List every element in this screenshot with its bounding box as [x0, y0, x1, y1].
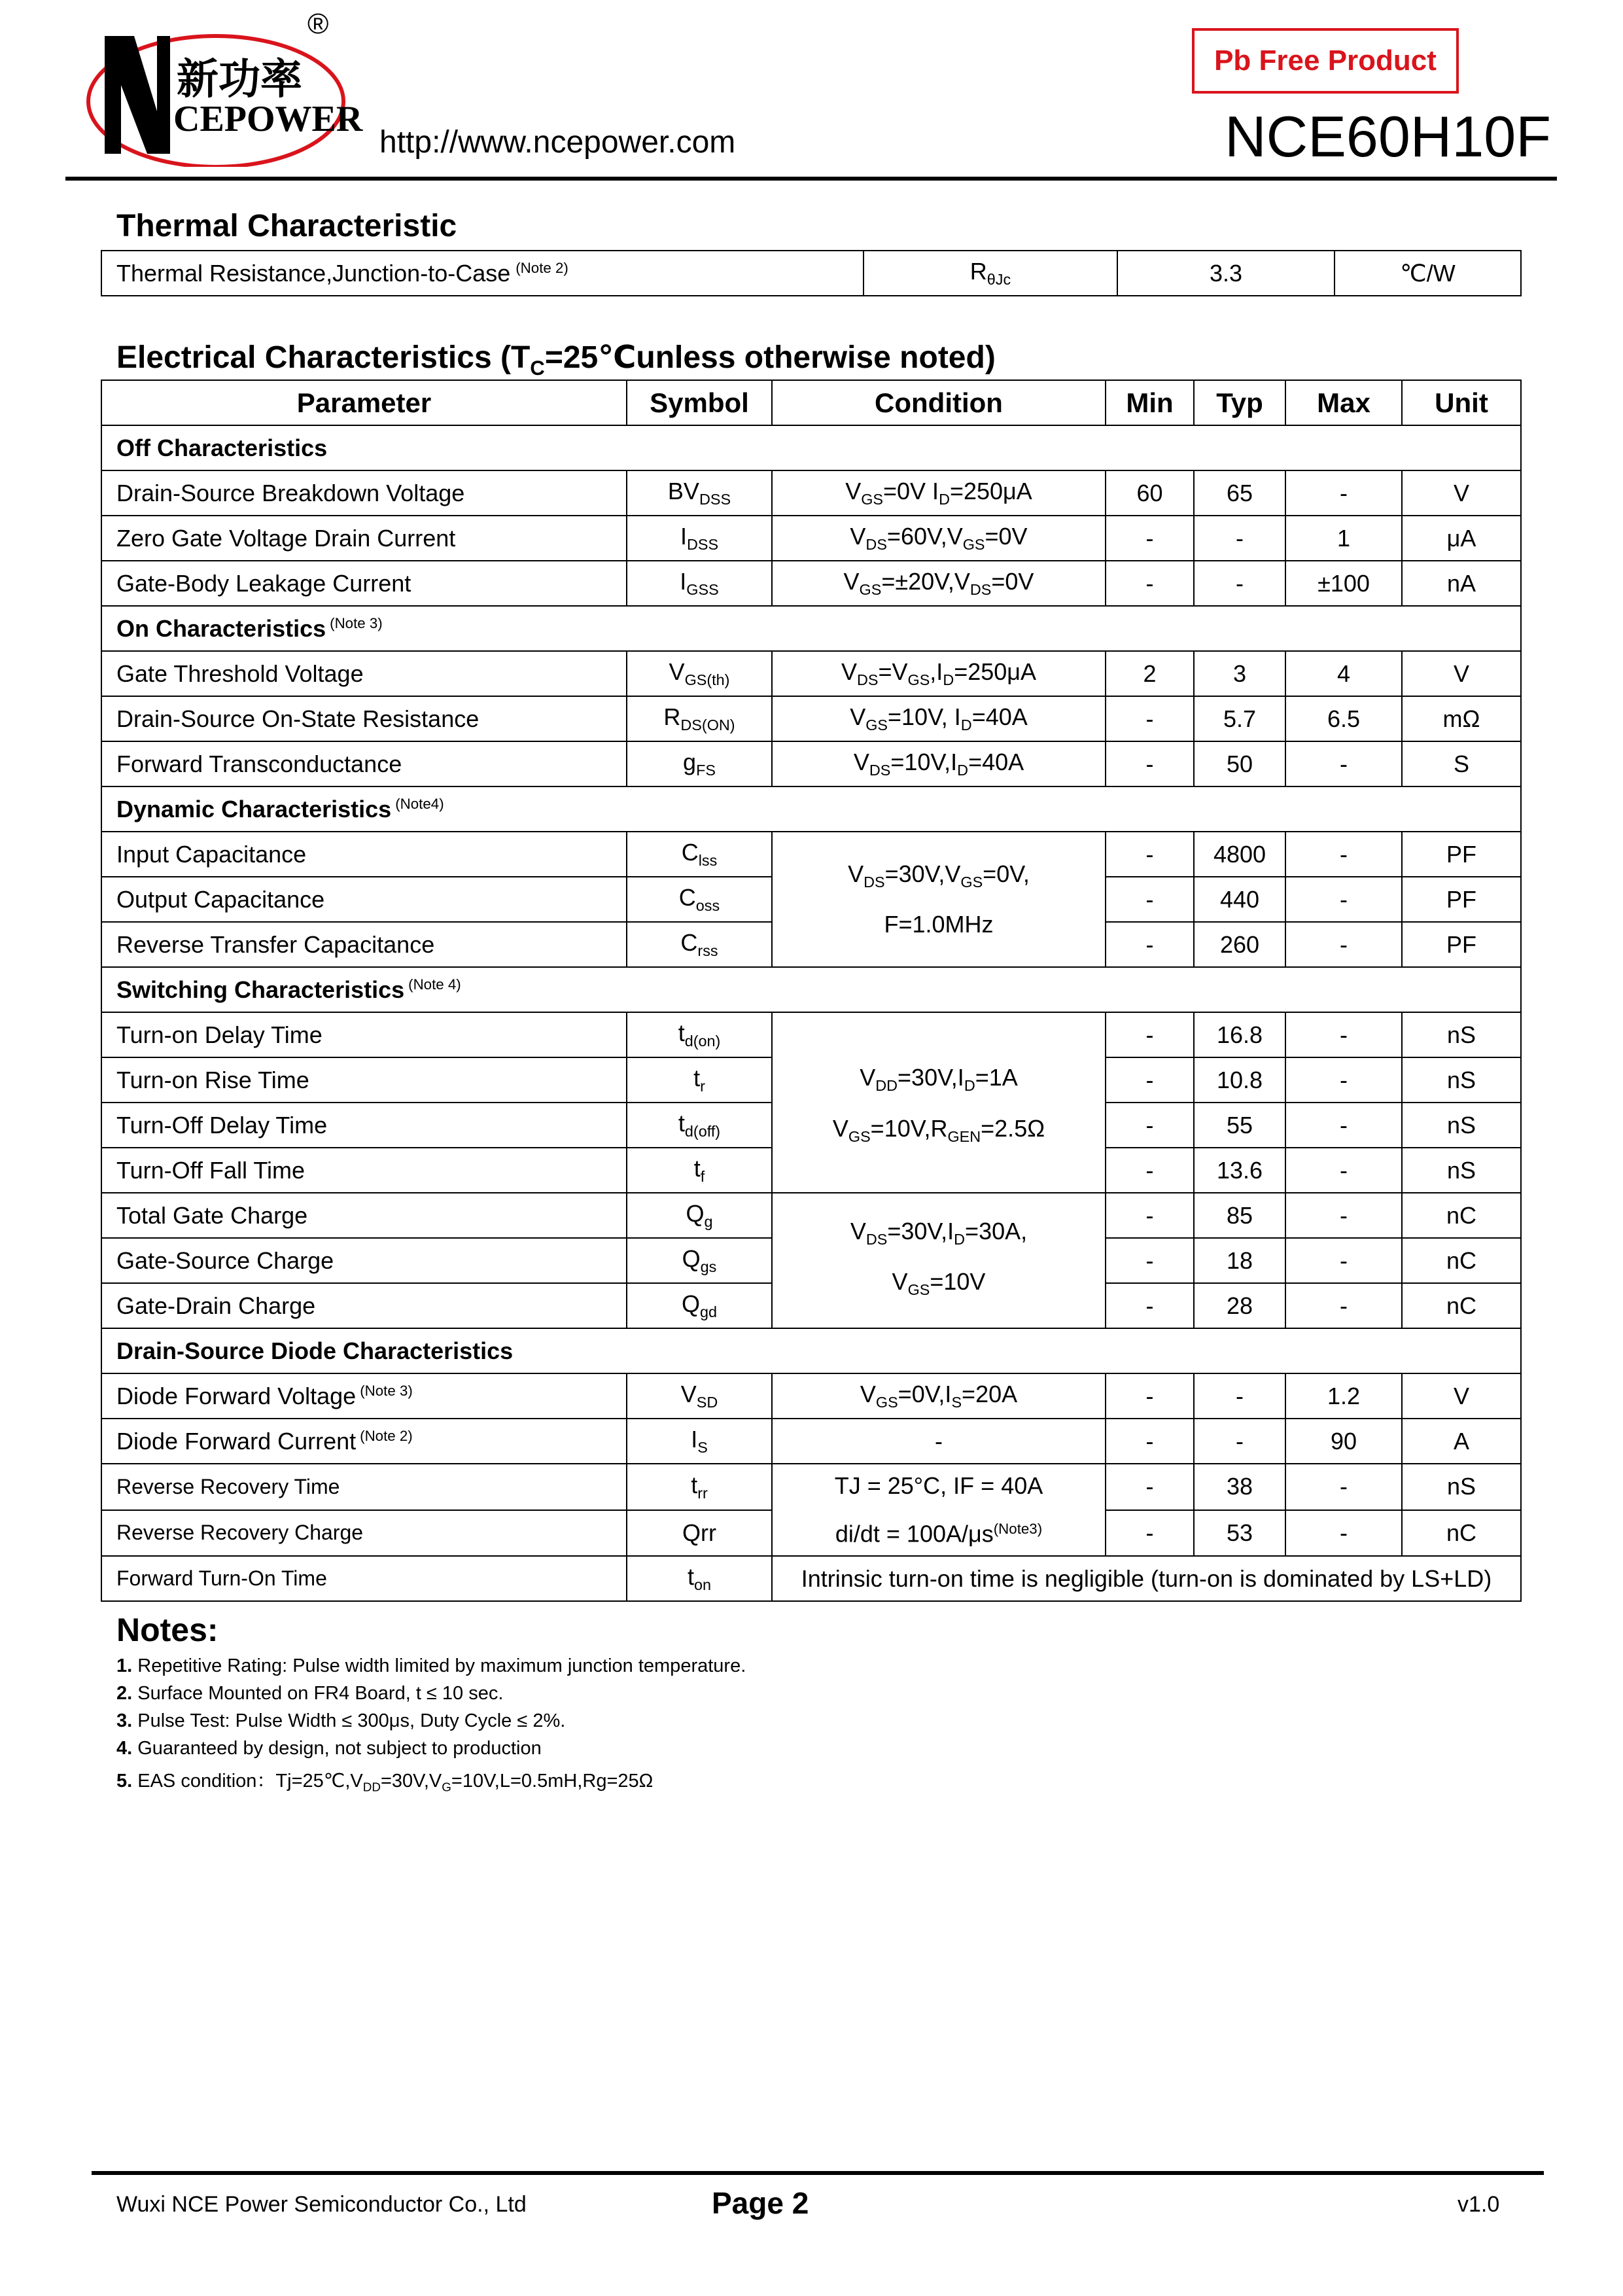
unit-cell: PF — [1402, 922, 1521, 967]
typ-cell: 5.7 — [1194, 696, 1285, 741]
symbol-cell: $Q_g$ — [627, 1193, 772, 1238]
table-row — [101, 1373, 1521, 1419]
symbol-cell: $BV_{DSS}$ — [627, 470, 772, 516]
typ-cell: - — [1194, 1373, 1285, 1419]
section-title: On Characteristics $^{(Note 3)}$ — [101, 606, 1521, 651]
section-title: Off Characteristics — [101, 425, 1521, 470]
condition-cell: Intrinsic turn-on time is negligible (turn-on is dominated by LS+LD) — [772, 1556, 1521, 1601]
param-cell: Turn-Off Fall Time — [101, 1148, 627, 1193]
min-cell: 60 — [1106, 470, 1194, 516]
condition-cell: $V_{DS}=30V,V_{GS}=0V$, F=1.0MHz — [772, 832, 1106, 967]
table-row — [101, 1012, 1521, 1057]
min-cell: - — [1106, 1373, 1194, 1419]
symbol-cell: $C_{lss}$ — [627, 832, 772, 877]
param-cell: Gate Threshold Voltage — [101, 651, 627, 696]
condition-cell: $V_{DS}=30V,I_D=30A$, $V_{GS}=10V$ — [772, 1193, 1106, 1328]
note-item: 3. Pulse Test: Pulse Width ≤ 300μs, Duty Cycle ≤ 2%. — [116, 1710, 566, 1731]
typ-cell: 38 — [1194, 1464, 1285, 1510]
symbol-cell: $t_r$ — [627, 1057, 772, 1103]
unit-cell: μA — [1402, 516, 1521, 561]
electrical-table — [101, 380, 1522, 1602]
section-row-dynamic — [101, 786, 1521, 832]
table-row — [101, 470, 1521, 516]
section-row-diode — [101, 1328, 1521, 1373]
thermal-param: Thermal Resistance,Junction-to-Case $^{(Note 2)}$ — [101, 251, 864, 296]
note-item: 2. Surface Mounted on FR4 Board, t ≤ 10 sec. — [116, 1683, 504, 1704]
notes-title: Notes: — [116, 1612, 218, 1648]
max-cell: - — [1285, 1148, 1402, 1193]
param-cell: Drain-Source Breakdown Voltage — [101, 470, 627, 516]
min-cell: - — [1106, 922, 1194, 967]
typ-cell: 260 — [1194, 922, 1285, 967]
condition-cell: $V_{GS}=0V$ $I_D=250\mu A$ — [772, 470, 1106, 516]
header-max: Max — [1285, 380, 1402, 425]
typ-cell: 440 — [1194, 877, 1285, 922]
min-cell: 2 — [1106, 651, 1194, 696]
website-url: http://www.ncepower.com — [379, 125, 736, 160]
symbol-cell: $V_{GS(th)}$ — [627, 651, 772, 696]
section-row-off — [101, 425, 1521, 470]
min-cell: - — [1106, 1148, 1194, 1193]
logo-chinese-name: 新功率 — [177, 56, 302, 104]
unit-cell: mΩ — [1402, 696, 1521, 741]
max-cell: - — [1285, 832, 1402, 877]
unit-cell: nC — [1402, 1238, 1521, 1283]
thermal-note: (Note 2) — [515, 260, 568, 277]
min-cell: - — [1106, 516, 1194, 561]
param-cell: Reverse Recovery Time — [101, 1464, 627, 1510]
condition-cell: $V_{GS}=\pm 20V,V_{DS}=0V$ — [772, 561, 1106, 606]
max-cell: - — [1285, 741, 1402, 786]
header-symbol: Symbol — [627, 380, 772, 425]
unit-cell: A — [1402, 1419, 1521, 1464]
table-row — [101, 696, 1521, 741]
header-unit: Unit — [1402, 380, 1521, 425]
table-row — [101, 741, 1521, 786]
unit-cell: S — [1402, 741, 1521, 786]
condition-cell: $V_{DS}=10V,I_D=40A$ — [772, 741, 1106, 786]
condition-cell: $V_{DS}=V_{GS},I_D=250\mu A$ — [772, 651, 1106, 696]
param-cell: Zero Gate Voltage Drain Current — [101, 516, 627, 561]
section-row-on — [101, 606, 1521, 651]
electrical-section-title: Electrical Characteristics ($T_C=25℃unless$ otherwise noted) — [116, 340, 996, 380]
typ-cell: 28 — [1194, 1283, 1285, 1328]
max-cell: - — [1285, 470, 1402, 516]
thermal-value: 3.3 — [1117, 251, 1335, 296]
table-row — [101, 1193, 1521, 1238]
pb-free-badge — [1192, 28, 1459, 94]
note-item: 1. Repetitive Rating: Pulse width limited by maximum junction temperature. — [116, 1655, 746, 1676]
max-cell: - — [1285, 1283, 1402, 1328]
typ-cell: 10.8 — [1194, 1057, 1285, 1103]
min-cell: - — [1106, 741, 1194, 786]
typ-cell: - — [1194, 516, 1285, 561]
table-header-row — [101, 380, 1521, 425]
max-cell: 6.5 — [1285, 696, 1402, 741]
condition-cell: TJ = 25°C, IF = 40A $di/dt = 100A/\mu s^{(Note3)}$ — [772, 1464, 1106, 1556]
thermal-row — [101, 251, 1521, 296]
unit-cell: nS — [1402, 1464, 1521, 1510]
header-condition: Condition — [772, 380, 1106, 425]
condition-cell: $V_{GS}=0V,I_S=20A$ — [772, 1373, 1106, 1419]
param-cell: Turn-on Delay Time — [101, 1012, 627, 1057]
param-cell: Forward Transconductance — [101, 741, 627, 786]
param-cell: Turn-Off Delay Time — [101, 1103, 627, 1148]
symbol-cell: $R_{DS(ON)}$ — [627, 696, 772, 741]
unit-cell: nS — [1402, 1012, 1521, 1057]
symbol-cell: $C_{oss}$ — [627, 877, 772, 922]
max-cell: 1 — [1285, 516, 1402, 561]
typ-cell: 3 — [1194, 651, 1285, 696]
thermal-symbol: $R_{\theta Jc}$ — [864, 251, 1117, 296]
param-cell: Diode Forward Voltage $^{(Note 3)}$ — [101, 1373, 627, 1419]
param-cell: Reverse Transfer Capacitance — [101, 922, 627, 967]
thermal-table — [101, 250, 1522, 296]
section-title: Switching Characteristics $^{(Note 4)}$ — [101, 967, 1521, 1012]
min-cell: - — [1106, 1283, 1194, 1328]
symbol-cell: $I_{GSS}$ — [627, 561, 772, 606]
header-typ: Typ — [1194, 380, 1285, 425]
unit-cell: PF — [1402, 832, 1521, 877]
pb-free-label: Pb Free Product — [1214, 44, 1437, 77]
min-cell: - — [1106, 561, 1194, 606]
table-row — [101, 651, 1521, 696]
max-cell: - — [1285, 1057, 1402, 1103]
symbol-cell: $I_{DSS}$ — [627, 516, 772, 561]
max-cell: - — [1285, 1510, 1402, 1557]
unit-cell: V — [1402, 651, 1521, 696]
typ-cell: 65 — [1194, 470, 1285, 516]
max-cell: 4 — [1285, 651, 1402, 696]
param-cell: Gate-Drain Charge — [101, 1283, 627, 1328]
max-cell: - — [1285, 1103, 1402, 1148]
unit-cell: nC — [1402, 1510, 1521, 1557]
thermal-section-title: Thermal Characteristic — [116, 209, 457, 243]
header-parameter: Parameter — [101, 380, 627, 425]
min-cell: - — [1106, 1419, 1194, 1464]
unit-cell: V — [1402, 470, 1521, 516]
symbol-cell: $t_{rr}$ — [627, 1464, 772, 1510]
max-cell: - — [1285, 877, 1402, 922]
min-cell: - — [1106, 1103, 1194, 1148]
typ-cell: 13.6 — [1194, 1148, 1285, 1193]
symbol-cell: $t_{d(on)}$ — [627, 1012, 772, 1057]
param-cell: Gate-Source Charge — [101, 1238, 627, 1283]
table-row — [101, 516, 1521, 561]
section-title: Drain-Source Diode Characteristics — [101, 1328, 1521, 1373]
table-row — [101, 1419, 1521, 1464]
symbol-cell: $g_{FS}$ — [627, 741, 772, 786]
unit-cell: nC — [1402, 1193, 1521, 1238]
min-cell: - — [1106, 1057, 1194, 1103]
max-cell: 1.2 — [1285, 1373, 1402, 1419]
part-number: NCE60H10F — [1225, 104, 1551, 169]
condition-cell: $V_{DS}=60V,V_{GS}=0V$ — [772, 516, 1106, 561]
unit-cell: nC — [1402, 1283, 1521, 1328]
min-cell: - — [1106, 1464, 1194, 1510]
max-cell: - — [1285, 1012, 1402, 1057]
unit-cell: nS — [1402, 1148, 1521, 1193]
min-cell: - — [1106, 696, 1194, 741]
symbol-cell: $Q_{gs}$ — [627, 1238, 772, 1283]
note-item: 4. Guaranteed by design, not subject to production — [116, 1738, 542, 1759]
max-cell: - — [1285, 1193, 1402, 1238]
symbol-cell: $V_{SD}$ — [627, 1373, 772, 1419]
max-cell: ±100 — [1285, 561, 1402, 606]
footer-company: Wuxi NCE Power Semiconductor Co., Ltd — [116, 2192, 527, 2217]
symbol-cell: $t_f$ — [627, 1148, 772, 1193]
min-cell: - — [1106, 1238, 1194, 1283]
unit-cell: nA — [1402, 561, 1521, 606]
param-cell: Reverse Recovery Charge — [101, 1510, 627, 1557]
table-row — [101, 832, 1521, 877]
typ-cell: 16.8 — [1194, 1012, 1285, 1057]
typ-cell: 85 — [1194, 1193, 1285, 1238]
table-row — [101, 1556, 1521, 1601]
registered-mark: ® — [307, 8, 329, 40]
typ-cell: 4800 — [1194, 832, 1285, 877]
param-cell: Diode Forward Current $^{(Note 2)}$ — [101, 1419, 627, 1464]
logo-english-name: CEPOWER — [173, 99, 363, 139]
header-rule — [65, 177, 1557, 181]
symbol-cell: $C_{rss}$ — [627, 922, 772, 967]
table-row — [101, 1464, 1521, 1510]
unit-cell: nS — [1402, 1103, 1521, 1148]
param-cell: Output Capacitance — [101, 877, 627, 922]
param-cell: Forward Turn-On Time — [101, 1556, 627, 1601]
min-cell: - — [1106, 1012, 1194, 1057]
max-cell: - — [1285, 1238, 1402, 1283]
thermal-unit: ℃/W — [1335, 251, 1521, 296]
max-cell: - — [1285, 1464, 1402, 1510]
symbol-cell: $t_{d(off)}$ — [627, 1103, 772, 1148]
footer-page: Page 2 — [712, 2186, 809, 2220]
max-cell: 90 — [1285, 1419, 1402, 1464]
typ-cell: 55 — [1194, 1103, 1285, 1148]
min-cell: - — [1106, 877, 1194, 922]
typ-cell: 18 — [1194, 1238, 1285, 1283]
typ-cell: - — [1194, 1419, 1285, 1464]
footer-rule — [92, 2171, 1544, 2175]
condition-cell: $V_{DD}=30V,I_D=1A$ $V_{GS}=10V,R_{GEN}=2.5\Omega$ — [772, 1012, 1106, 1193]
footer-version: v1.0 — [1457, 2192, 1500, 2217]
param-cell: Drain-Source On-State Resistance — [101, 696, 627, 741]
symbol-cell: Qrr — [627, 1510, 772, 1557]
typ-cell: 53 — [1194, 1510, 1285, 1557]
condition-cell: $V_{GS}=10V$, $I_D=40A$ — [772, 696, 1106, 741]
table-row — [101, 561, 1521, 606]
min-cell: - — [1106, 1193, 1194, 1238]
min-cell: - — [1106, 1510, 1194, 1557]
condition-cell: - — [772, 1419, 1106, 1464]
section-title: Dynamic Characteristics $^{(Note4)}$ — [101, 786, 1521, 832]
unit-cell: PF — [1402, 877, 1521, 922]
header-min: Min — [1106, 380, 1194, 425]
symbol-cell: $t_{on}$ — [627, 1556, 772, 1601]
symbol-cell: $I_S$ — [627, 1419, 772, 1464]
symbol-cell: $Q_{gd}$ — [627, 1283, 772, 1328]
typ-cell: - — [1194, 561, 1285, 606]
typ-cell: 50 — [1194, 741, 1285, 786]
notes-list — [116, 1652, 746, 1801]
unit-cell: nS — [1402, 1057, 1521, 1103]
unit-cell: V — [1402, 1373, 1521, 1419]
param-cell: Input Capacitance — [101, 832, 627, 877]
note-item: 5. EAS condition：$Tj=25℃,V_{DD}=30V,V_G=10V,L=0.5mH,Rg=25\Omega$ — [116, 1771, 654, 1794]
param-cell: Gate-Body Leakage Current — [101, 561, 627, 606]
param-cell: Total Gate Charge — [101, 1193, 627, 1238]
min-cell: - — [1106, 832, 1194, 877]
param-cell: Turn-on Rise Time — [101, 1057, 627, 1103]
section-row-switching — [101, 967, 1521, 1012]
max-cell: - — [1285, 922, 1402, 967]
